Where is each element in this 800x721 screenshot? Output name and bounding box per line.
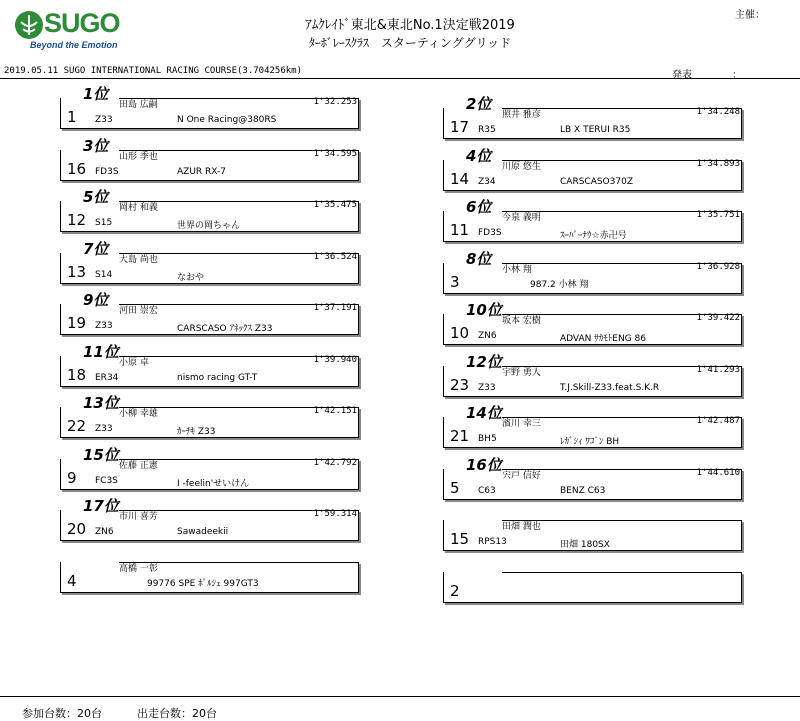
driver-name: 川原 悠生 xyxy=(502,161,541,172)
car-number: 22 xyxy=(67,417,87,435)
grid-position: 13位 xyxy=(83,394,119,412)
car-name: CARSCASO370Z xyxy=(560,176,633,187)
driver-name: 佐藤 正憲 xyxy=(119,460,158,471)
car-model: S14 xyxy=(95,269,113,280)
qualifying-time: 1'36.524 xyxy=(313,251,357,262)
grid-position: 10位 xyxy=(466,301,502,319)
grid-position: 16位 xyxy=(466,455,502,474)
car-name: T.J.Skill-Z33.feat.S.K.R xyxy=(560,382,660,393)
qualifying-time: 1'34.893 xyxy=(696,158,740,169)
car-model: C63 xyxy=(478,485,496,496)
grid-position: 1位 xyxy=(83,85,109,103)
event-title: ｱﾑｸﾚｲﾄﾞ東北&東北No.1決定戦2019 xyxy=(305,18,515,33)
date-course: 2019.05.11 SUGO INTERNATIONAL RACING COURSE(3.704256km) xyxy=(4,66,303,76)
grid-position: 9位 xyxy=(83,291,109,309)
driver-name: 小柳 幸雄 xyxy=(119,409,158,419)
grid-slot xyxy=(60,562,359,593)
grid-slot xyxy=(443,352,742,397)
driver-name: 河田 崇宏 xyxy=(119,306,158,316)
announce-label: 発表 xyxy=(672,70,692,81)
logo-tagline: Beyond the Emotion xyxy=(30,40,118,50)
car-name: 田畑 180SX xyxy=(560,540,610,550)
car-number: 20 xyxy=(67,520,87,538)
grid-slot xyxy=(443,572,742,603)
car-name: AZUR RX-7 xyxy=(177,166,226,177)
grid-position: 2位 xyxy=(466,95,492,113)
footer-counts xyxy=(22,705,217,721)
qualifying-time: 1'37.191 xyxy=(313,303,357,313)
car-model: ER34 xyxy=(95,372,119,383)
logo-text: SUGO xyxy=(44,8,120,38)
car-number: 1 xyxy=(67,108,77,126)
car-model: FD3S xyxy=(478,228,502,238)
grid-slot xyxy=(443,404,742,448)
car-model: R35 xyxy=(478,125,496,135)
car-model: Z33 xyxy=(478,382,496,393)
footer-divider xyxy=(0,696,800,697)
car-model: Z34 xyxy=(478,176,496,187)
car-number: 13 xyxy=(67,262,87,281)
car-number: 15 xyxy=(450,530,470,548)
driver-name: 濱川 幸三 xyxy=(502,419,541,429)
car-name: I -feelin'せいけん xyxy=(177,478,250,489)
grid-slot xyxy=(60,497,359,541)
qualifying-time: 1'42.792 xyxy=(313,457,357,468)
car-model: Z33 xyxy=(95,115,113,125)
car-number: 17 xyxy=(450,118,470,136)
car-name: LB X TERUI R35 xyxy=(560,125,631,135)
car-name: ｶｰﾁｷ Z33 xyxy=(177,427,216,437)
driver-name: 田島 広嗣 xyxy=(119,100,158,110)
car-name: CARSCASO ｱﾈｯｸｽ Z33 xyxy=(177,324,273,334)
grid-position: 7位 xyxy=(83,239,109,258)
driver-name: 山形 季也 xyxy=(119,151,158,162)
grid-position: 11位 xyxy=(83,342,119,361)
car-number: 23 xyxy=(450,375,470,394)
grid-position: 15位 xyxy=(83,445,119,464)
driver-name: 小原 卓 xyxy=(119,357,149,368)
qualifying-time: 1'59.314 xyxy=(313,509,357,519)
entries-count: 参加台数：20台 xyxy=(22,707,102,720)
car-number: 4 xyxy=(67,571,77,590)
car-name: N One Racing@380RS xyxy=(177,115,277,125)
grid-slot xyxy=(60,136,359,181)
car-number: 14 xyxy=(450,169,470,188)
qualifying-time: 1'39.422 xyxy=(696,313,740,323)
driver-name: 岡村 和義 xyxy=(119,203,158,213)
grid-position: 4位 xyxy=(466,146,492,165)
qualifying-time: 1'36.928 xyxy=(696,261,740,272)
car-number: 10 xyxy=(450,324,470,342)
car-name: 世界の岡ちゃん xyxy=(177,221,241,231)
car-model: Z33 xyxy=(95,321,113,331)
driver-name: 照井 雅彦 xyxy=(502,110,541,120)
grid-position: 5位 xyxy=(83,188,109,206)
qualifying-time: 1'41.293 xyxy=(696,364,740,375)
car-name: Sawadeekii xyxy=(177,527,229,537)
driver-name: 坂本 宏樹 xyxy=(502,316,541,326)
grid-slot xyxy=(443,95,742,139)
car-name: ｽｰﾊﾟｰﾅｳ☆赤卍号 xyxy=(560,231,627,241)
grid-position: 6位 xyxy=(466,198,492,216)
car-number: 12 xyxy=(67,211,87,229)
grid-position: 17位 xyxy=(83,497,119,515)
car-name: 987.2 小林 翔 xyxy=(530,279,589,290)
car-number: 3 xyxy=(450,272,460,291)
car-model: FC3S xyxy=(95,475,118,486)
car-number: 5 xyxy=(450,478,460,497)
driver-name: 田畑 潤也 xyxy=(502,522,541,532)
grid-slot xyxy=(60,445,359,490)
car-name: nismo racing GT-T xyxy=(177,372,258,383)
car-name: BENZ C63 xyxy=(560,485,606,496)
grid-slot xyxy=(443,520,742,551)
qualifying-time: 1'42.151 xyxy=(313,406,357,416)
qualifying-time: 1'35.475 xyxy=(313,200,357,210)
class-title: ﾀｰﾎﾞﾚｰｽｸﾗｽ スターティンググリッド xyxy=(308,36,512,50)
driver-name: 宇野 勇人 xyxy=(502,367,541,378)
driver-name: 宍戸 信好 xyxy=(502,470,541,481)
grid-slot xyxy=(60,291,359,335)
grid-position: 14位 xyxy=(466,404,502,422)
grid-slot xyxy=(443,455,742,500)
grid-position: 12位 xyxy=(466,352,502,371)
grid-slot xyxy=(60,342,359,387)
car-model: Z33 xyxy=(95,424,113,434)
grid-position: 8位 xyxy=(466,249,492,268)
car-model: FD3S xyxy=(95,166,119,177)
car-name: ADVAN ｻｶﾓﾄENG 86 xyxy=(560,334,646,344)
car-model: S15 xyxy=(95,218,113,228)
qualifying-time: 1'35.751 xyxy=(696,210,740,220)
car-number: 9 xyxy=(67,468,77,487)
qualifying-time: 1'42.487 xyxy=(696,416,740,426)
grid-slot xyxy=(443,249,742,294)
car-model: BH5 xyxy=(478,434,497,444)
grid-slot xyxy=(60,85,359,129)
car-model: ZN6 xyxy=(478,331,497,341)
car-model: ZN6 xyxy=(95,527,114,537)
car-name: ﾚｶﾞｼｨ ﾜｺﾞﾝ BH xyxy=(560,437,620,447)
qualifying-time: 1'39.940 xyxy=(313,354,357,365)
grid-slot xyxy=(60,394,359,438)
qualifying-time: 1'34.595 xyxy=(313,148,357,159)
driver-name: 大島 尚也 xyxy=(119,254,158,265)
car-number: 2 xyxy=(450,581,460,600)
driver-name: 小林 翔 xyxy=(502,264,532,275)
grid-slot xyxy=(443,146,742,191)
car-number: 16 xyxy=(67,159,87,178)
car-number: 21 xyxy=(450,427,470,445)
grid-slot xyxy=(60,188,359,232)
car-number: 18 xyxy=(67,365,87,384)
driver-name: 高橋 一彰 xyxy=(119,563,158,574)
grid-position: 3位 xyxy=(83,136,109,155)
qualifying-time: 1'34.248 xyxy=(696,107,740,117)
qualifying-time: 1'32.253 xyxy=(313,97,357,107)
car-model: RPS13 xyxy=(478,537,507,547)
grid-slot xyxy=(443,301,742,345)
car-name: なおや xyxy=(177,272,205,283)
grid-slot xyxy=(443,198,742,242)
organizer-label: 主催： xyxy=(735,10,765,21)
driver-name: 市川 喜芳 xyxy=(119,512,158,522)
announce-colon: ： xyxy=(732,70,742,81)
driver-name: 今泉 義明 xyxy=(502,213,541,223)
car-name: 99776 SPE ﾎﾟﾙｼｪ 997GT3 xyxy=(147,578,259,589)
car-number: 19 xyxy=(67,314,87,332)
qualifying-time: 1'44.610 xyxy=(696,467,740,478)
grid-slot xyxy=(60,239,359,284)
car-number: 11 xyxy=(450,221,470,239)
starters-count: 出走台数：20台 xyxy=(137,707,217,720)
